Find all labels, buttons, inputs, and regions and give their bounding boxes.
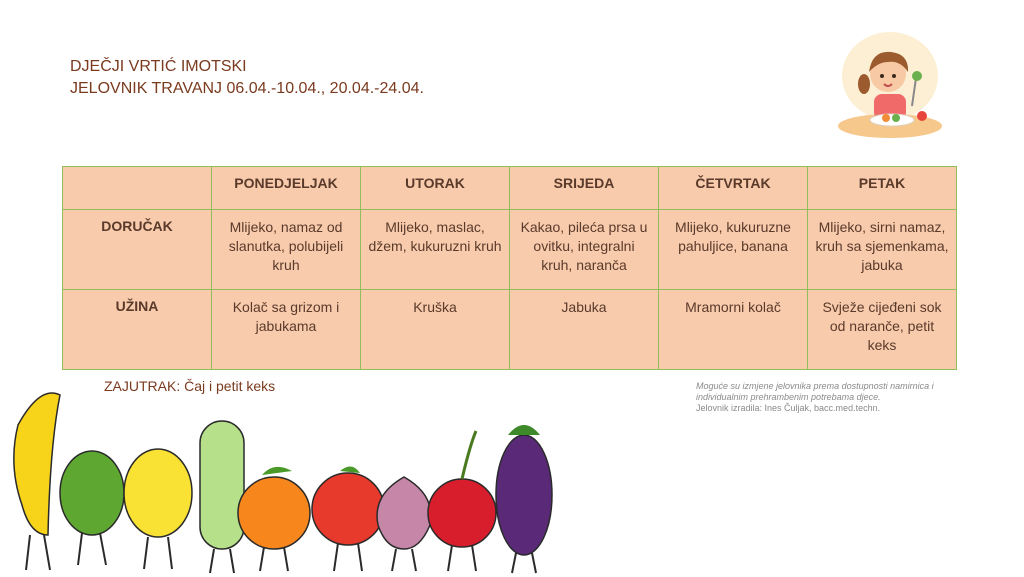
day-header: SRIJEDA bbox=[510, 167, 659, 210]
artichoke-icon bbox=[60, 451, 124, 565]
zajutrak-note: ZAJUTRAK: Čaj i petit keks bbox=[104, 378, 276, 394]
day-header: ČETVRTAK bbox=[659, 167, 808, 210]
disclaimer-text: Moguće su izmjene jelovnika prema dostupnosti namirnica i individualnim prehrambenim potrebama djece. bbox=[696, 381, 934, 402]
lemon-icon bbox=[124, 449, 192, 569]
day-header: PETAK bbox=[808, 167, 957, 210]
day-header: UTORAK bbox=[361, 167, 510, 210]
day-header: PONEDJELJAK bbox=[212, 167, 361, 210]
author-credit: Jelovnik izradila: Ines Čuljak, bacc.med.techn. bbox=[696, 403, 881, 413]
girl-eating-illustration bbox=[836, 32, 944, 140]
menu-cell: Mlijeko, kukuruzne pahuljice, banana bbox=[659, 210, 808, 290]
kindergarten-name: DJEČJI VRTIĆ IMOTSKI bbox=[70, 58, 247, 75]
menu-table bbox=[62, 166, 957, 370]
menu-cell: Mramorni kolač bbox=[659, 290, 808, 370]
menu-cell: Mlijeko, maslac, džem, kukuruzni kruh bbox=[361, 210, 510, 290]
menu-cell: Svježe cijeđeni sok od naranče, petit keks bbox=[808, 290, 957, 370]
meal-label: UŽINA bbox=[63, 290, 212, 370]
menu-cell: Jabuka bbox=[510, 290, 659, 370]
orange-icon bbox=[238, 467, 310, 571]
banana-icon bbox=[14, 393, 60, 570]
fruit-characters-illustration bbox=[0, 385, 590, 577]
cherry-icon bbox=[428, 431, 496, 571]
eggplant-icon bbox=[496, 425, 552, 573]
table-row bbox=[63, 210, 957, 290]
menu-cell: Kruška bbox=[361, 290, 510, 370]
menu-cell: Kolač sa grizom i jabukama bbox=[212, 290, 361, 370]
menu-cell: Kakao, pileća prsa u ovitku, integralni kruh, naranča bbox=[510, 210, 659, 290]
disclaimer-note bbox=[696, 381, 966, 414]
table-corner-cell bbox=[63, 167, 212, 210]
onion-icon bbox=[377, 477, 431, 571]
apple-icon bbox=[312, 466, 384, 571]
zucchini-icon bbox=[200, 421, 244, 573]
table-header-row bbox=[63, 167, 957, 210]
menu-title: JELOVNIK TRAVANJ 06.04.-10.04., 20.04.-24.04. bbox=[70, 80, 424, 97]
table-row bbox=[63, 290, 957, 370]
menu-cell: Mlijeko, namaz od slanutka, polubijeli kruh bbox=[212, 210, 361, 290]
meal-label: DORUČAK bbox=[63, 210, 212, 290]
page-header bbox=[70, 56, 424, 100]
menu-cell: Mlijeko, sirni namaz, kruh sa sjemenkama, jabuka bbox=[808, 210, 957, 290]
